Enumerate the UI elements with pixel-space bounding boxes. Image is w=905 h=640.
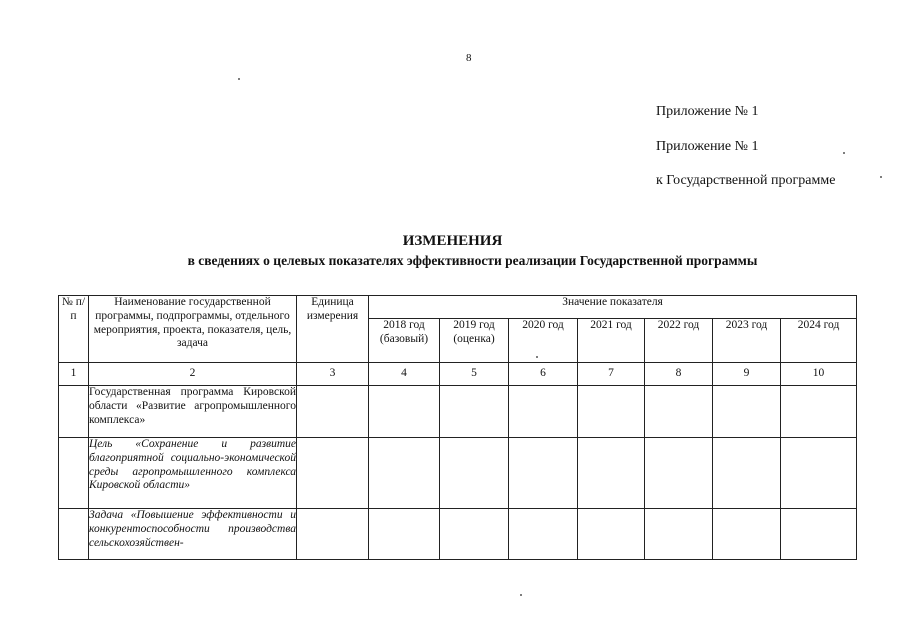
row-value bbox=[440, 509, 509, 560]
column-number: 8 bbox=[645, 363, 713, 386]
scan-speck bbox=[520, 594, 522, 596]
row-value bbox=[713, 438, 781, 509]
header-unit: Единица измерения bbox=[297, 296, 369, 363]
row-value bbox=[578, 509, 645, 560]
scan-speck bbox=[536, 356, 538, 358]
column-number: 6 bbox=[509, 363, 578, 386]
header-name: Наименование государственной программы, подпрограммы, отдельного мероприятия, проекта, показателя, цель, задача bbox=[89, 296, 297, 363]
scan-speck bbox=[238, 78, 240, 80]
row-value bbox=[713, 386, 781, 438]
row-name: Цель «Сохранение и развитие благоприятной социально-экономической среды агропромышленного комплекса Кировской области» bbox=[89, 438, 297, 509]
row-value bbox=[645, 509, 713, 560]
appendix-line-3: к Государственной программе bbox=[656, 173, 836, 188]
header-values: Значение показателя bbox=[369, 296, 857, 319]
row-value bbox=[509, 509, 578, 560]
row-name: Государственная программа Кировской области «Развитие агропромышленного комплекса» bbox=[89, 386, 297, 438]
header-year: 2024 год bbox=[781, 319, 857, 363]
table-row-goal bbox=[59, 438, 857, 509]
header-year: 2021 год bbox=[578, 319, 645, 363]
column-number: 3 bbox=[297, 363, 369, 386]
table-row-program bbox=[59, 386, 857, 438]
row-value bbox=[645, 438, 713, 509]
row-value bbox=[369, 509, 440, 560]
row-value bbox=[781, 509, 857, 560]
header-year: 2023 год bbox=[713, 319, 781, 363]
row-unit bbox=[297, 509, 369, 560]
document-heading: ИЗМЕНЕНИЯ bbox=[402, 233, 503, 249]
document-subheading: в сведениях о целевых показателях эффективности реализации Государственной программы bbox=[187, 253, 758, 268]
column-number-row bbox=[59, 363, 857, 386]
row-value bbox=[509, 386, 578, 438]
row-value bbox=[440, 438, 509, 509]
column-number: 5 bbox=[440, 363, 509, 386]
column-number: 9 bbox=[713, 363, 781, 386]
row-num bbox=[59, 386, 89, 438]
page-number: 8 bbox=[466, 52, 472, 64]
row-value bbox=[369, 386, 440, 438]
row-value bbox=[509, 438, 578, 509]
column-number: 7 bbox=[578, 363, 645, 386]
header-num: № п/п bbox=[59, 296, 89, 363]
row-num bbox=[59, 509, 89, 560]
row-num bbox=[59, 438, 89, 509]
row-value bbox=[578, 386, 645, 438]
header-year: 2020 год bbox=[509, 319, 578, 363]
column-number: 10 bbox=[781, 363, 857, 386]
header-year: 2019 год (оценка) bbox=[440, 319, 509, 363]
column-number: 4 bbox=[369, 363, 440, 386]
row-name-cell bbox=[89, 509, 297, 560]
column-number: 1 bbox=[59, 363, 89, 386]
header-year: 2022 год bbox=[645, 319, 713, 363]
row-name: Задача «Повышение эффективности и конкурентоспособности производства сельскохозяйствен- bbox=[89, 509, 296, 549]
row-unit bbox=[297, 438, 369, 509]
row-value bbox=[713, 509, 781, 560]
appendix-line-2: Приложение № 1 bbox=[656, 139, 759, 154]
header-year: 2018 год (базовый) bbox=[369, 319, 440, 363]
row-value bbox=[781, 438, 857, 509]
row-value bbox=[440, 386, 509, 438]
column-number: 2 bbox=[89, 363, 297, 386]
header-row-top bbox=[59, 296, 857, 319]
scan-speck bbox=[880, 176, 882, 178]
indicators-table bbox=[58, 295, 857, 560]
table-row-task bbox=[59, 509, 857, 560]
row-value bbox=[578, 438, 645, 509]
row-value bbox=[781, 386, 857, 438]
row-value bbox=[369, 438, 440, 509]
row-value bbox=[645, 386, 713, 438]
scan-speck bbox=[843, 152, 845, 154]
appendix-line-1: Приложение № 1 bbox=[656, 104, 759, 119]
row-unit bbox=[297, 386, 369, 438]
